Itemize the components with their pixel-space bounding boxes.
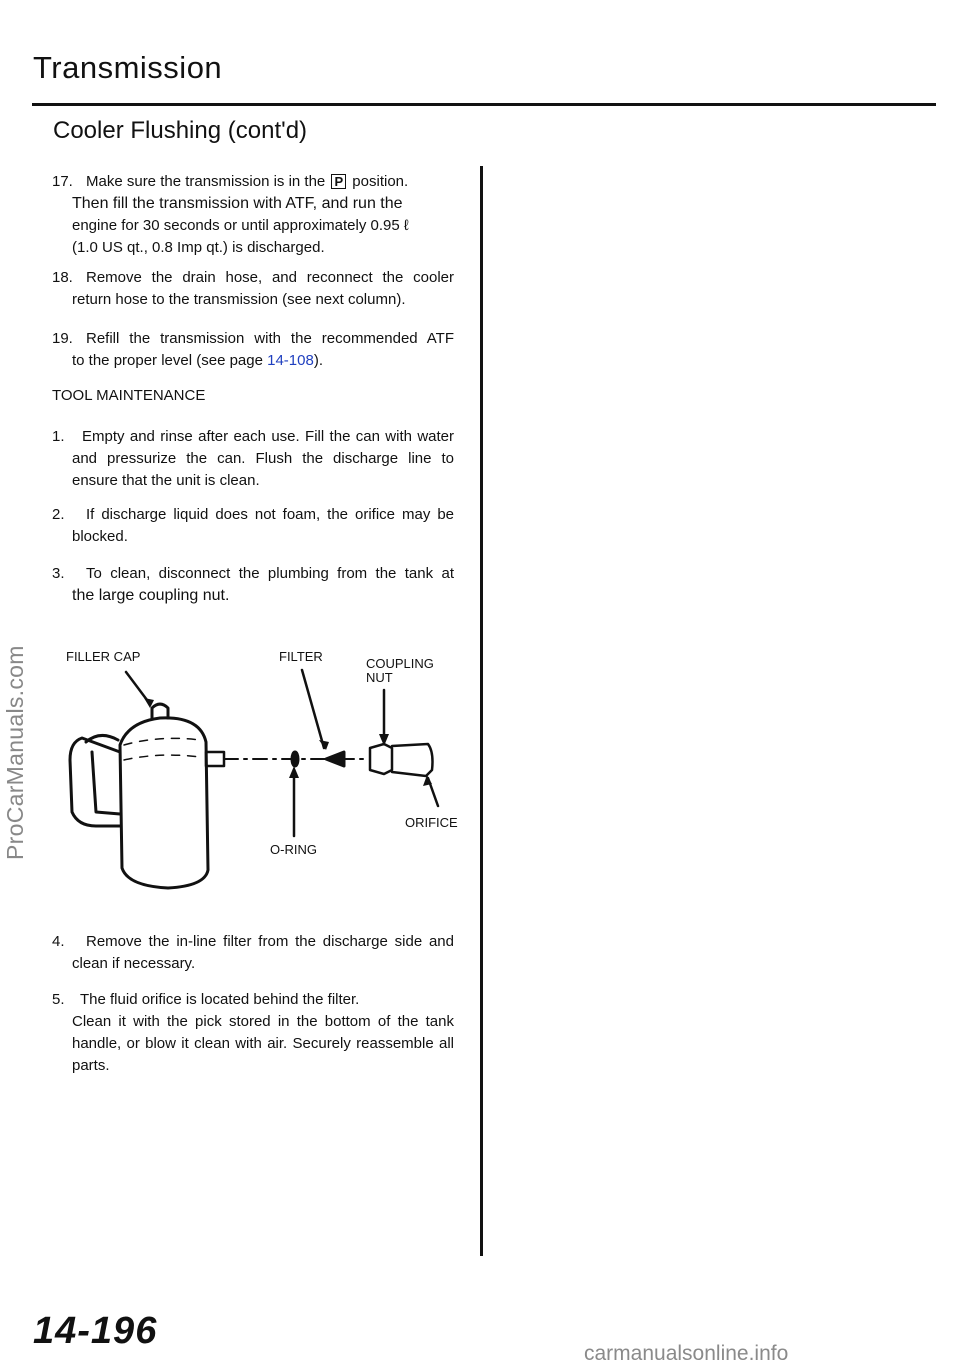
coupling-nut-label-line1: COUPLING (366, 656, 434, 671)
item-text: If discharge liquid does not foam, the orifice may be (86, 506, 454, 523)
step-text: position. (352, 173, 409, 190)
item-text: Empty and rinse after each use. Fill the can with water (82, 428, 454, 445)
step-number: 17. (52, 173, 73, 190)
left-column (52, 171, 454, 1271)
maintenance-item-5 (52, 989, 454, 1077)
step-18 (52, 267, 454, 311)
item-number: 1. (52, 428, 65, 445)
step-text: Refill the transmission with the recommended ATF (86, 330, 454, 347)
item-text: To clean, disconnect the plumbing from the tank at (86, 565, 454, 582)
maintenance-item-3 (52, 563, 454, 607)
item-line: clean if necessary. (72, 955, 196, 972)
o-ring-label: O-RING (270, 842, 317, 857)
step-text: to the proper level (see page (72, 352, 268, 369)
filter-label: FILTER (279, 649, 323, 664)
item-line: the large coupling nut. (72, 587, 230, 604)
item-number: 4. (52, 933, 65, 950)
page-number: 14-196 (33, 1310, 158, 1352)
watermark: ProCarManuals.com (2, 645, 28, 860)
item-line: Clean it with the pick stored in the bottom of the tank handle, or blow it clean with air. Securely reassemble all parts. (72, 1013, 454, 1074)
maintenance-item-2 (52, 504, 454, 548)
step-19 (52, 328, 454, 372)
page-title: Transmission (33, 50, 223, 85)
step-number: 19. (52, 330, 73, 347)
coupling-nut-label-line2: NUT (366, 670, 393, 685)
step-text: ). (313, 352, 324, 369)
maintenance-item-4 (52, 931, 454, 975)
item-number: 5. (52, 991, 65, 1008)
footer-watermark: carmanualsonline.info (584, 1342, 789, 1365)
step-line: Then fill the transmission with ATF, and run the (72, 195, 403, 212)
park-position-box: P (331, 174, 346, 189)
item-number: 3. (52, 565, 65, 582)
item-text: Remove the in-line filter from the discharge side and (86, 933, 454, 950)
step-line: engine for 30 seconds or until approximately 0.95 ℓ (72, 217, 409, 234)
maintenance-heading: TOOL MAINTENANCE (52, 387, 206, 404)
item-text: The fluid orifice is located behind the filter. (80, 991, 360, 1008)
step-17 (52, 171, 454, 259)
step-line: return hose to the transmission (see next column). (72, 291, 406, 308)
step-text: Make sure the transmission is in the (86, 173, 326, 190)
section-title: Cooler Flushing (cont'd) (53, 117, 308, 144)
item-line: blocked. (72, 528, 128, 545)
step-text: Remove the drain hose, and reconnect the cooler (86, 269, 454, 286)
page-link[interactable]: 14-108 (267, 352, 314, 369)
title-rule (32, 103, 936, 106)
maintenance-item-1 (52, 426, 454, 492)
column-divider (480, 166, 483, 1256)
step-number: 18. (52, 269, 73, 286)
filler-cap-label: FILLER CAP (66, 649, 141, 664)
item-number: 2. (52, 506, 65, 523)
item-line: and pressurize the can. Flush the discharge line to ensure that the unit is clean. (72, 450, 454, 489)
orifice-label: ORIFICE (405, 815, 458, 830)
step-line: (1.0 US qt., 0.8 Imp qt.) is discharged. (72, 239, 325, 256)
